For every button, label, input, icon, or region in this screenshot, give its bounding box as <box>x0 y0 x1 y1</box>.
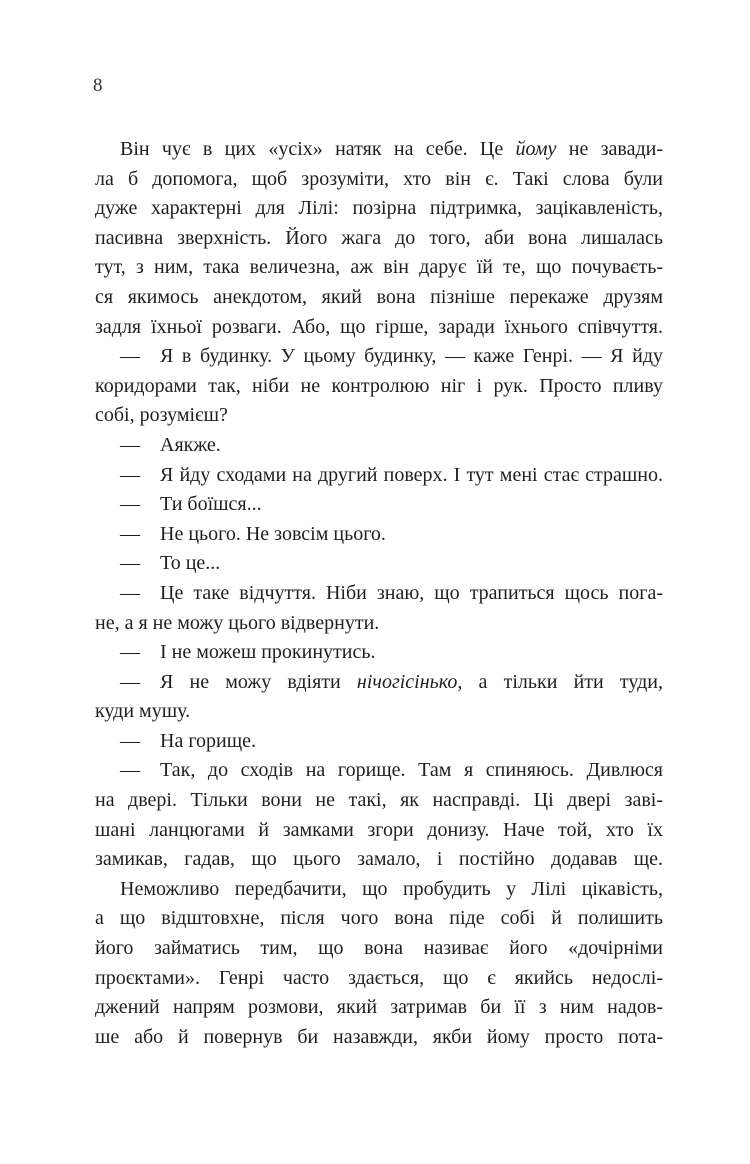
text-segment: дуже характерні для Лілі: позірна підтримка, зацікавленість, <box>95 197 663 220</box>
text-segment: коридорами так, ніби не контролюю ніг і рук. Просто пливу <box>95 374 663 397</box>
text-segment: Неможливо передбачити, що пробудить у Лілі цікавість, <box>120 877 663 900</box>
text-line <box>95 934 663 964</box>
text-line <box>95 845 663 875</box>
text-line <box>95 964 663 994</box>
text-segment: проєктами». Генрі часто здається, що є якийсь недослі- <box>95 966 663 989</box>
text-segment: не, а я не можу цього відвернути. <box>95 611 380 634</box>
text-segment: — Це таке відчуття. Ніби знаю, що трапиться щось пога- <box>120 581 663 604</box>
page-number: 8 <box>93 75 103 96</box>
text-line <box>95 609 663 639</box>
text-line <box>95 401 663 431</box>
text-segment: його займатись тим, що вона називає його «дочірніми <box>95 937 663 960</box>
italic-text-segment: йому <box>515 138 557 160</box>
text-line <box>95 253 663 283</box>
text-line <box>95 875 663 905</box>
text-segment: Він чує в цих «усіх» натяк на себе. Це <box>120 138 516 160</box>
text-segment: ся якимось анекдотом, який вона пізніше перекаже друзям <box>95 285 663 308</box>
text-segment: — Я не можу вдіяти <box>120 670 357 693</box>
text-segment: — Не цього. Не зовсім цього. <box>120 522 386 545</box>
text-segment: замикав, гадав, що цього замало, і постійно додавав ще. <box>95 848 663 871</box>
text-segment: , а тільки йти туди, <box>457 670 663 693</box>
text-segment: — Так, до сходів на горище. Там я спиняюсь. Дивлюся <box>120 759 663 782</box>
text-line <box>95 549 663 579</box>
text-line <box>95 668 663 698</box>
text-segment: на двері. Тільки вони не такі, як насправді. Ці двері заві- <box>95 789 663 812</box>
text-line <box>95 816 663 846</box>
text-line <box>95 520 663 550</box>
text-line <box>95 165 663 195</box>
text-segment: шані ланцюгами й замками згори донизу. Наче той, хто їх <box>95 818 663 841</box>
text-line <box>95 194 663 224</box>
text-line <box>95 638 663 668</box>
text-line <box>95 993 663 1023</box>
text-line <box>95 786 663 816</box>
text-line <box>95 579 663 609</box>
italic-text-segment: нічогісінько <box>356 670 458 693</box>
text-line <box>95 313 663 343</box>
text-line <box>95 283 663 313</box>
text-line <box>95 224 663 254</box>
text-segment: — То це... <box>120 552 221 575</box>
text-segment: тут, з ним, така величезна, аж він дарує їй те, що почуваєть- <box>95 256 663 279</box>
text-segment: — І не можеш прокинутись. <box>120 641 376 664</box>
text-segment: джений напрям розмови, який затримав би її з ним надов- <box>95 996 663 1019</box>
text-segment: — Я йду сходами на другий поверх. І тут мені стає страшно. <box>120 463 663 486</box>
text-segment: — Я в будинку. У цьому будинку, — каже Генрі. — Я йду <box>120 345 663 368</box>
text-line <box>95 135 663 165</box>
text-segment: — Ти боїшся... <box>120 493 262 516</box>
text-segment: ла б допомога, щоб зрозуміти, хто він є. Такі слова були <box>95 167 663 190</box>
text-segment: куди мушу. <box>95 700 191 723</box>
text-line <box>95 904 663 934</box>
text-line <box>95 342 663 372</box>
text-block <box>95 135 663 1052</box>
text-segment: задля їхньої розваги. Або, що гірше, заради їхнього співчуття. <box>95 315 663 338</box>
text-segment: — Аякже. <box>120 433 221 456</box>
text-line <box>95 1023 663 1053</box>
text-line <box>95 727 663 757</box>
text-line <box>95 697 663 727</box>
text-segment: — На горище. <box>120 729 257 752</box>
text-line <box>95 461 663 491</box>
text-line <box>95 431 663 461</box>
text-line <box>95 756 663 786</box>
text-segment: ше або й повернув би назавжди, якби йому просто пота- <box>95 1025 663 1048</box>
text-segment: пасивна зверхність. Його жага до того, аби вона лишалась <box>95 226 663 249</box>
text-segment: а що відштовхне, після чого вона піде собі й полишить <box>95 907 663 930</box>
text-segment: собі, розумієш? <box>95 404 228 427</box>
text-line <box>95 372 663 402</box>
text-line <box>95 490 663 520</box>
text-segment: не завади- <box>556 138 664 160</box>
